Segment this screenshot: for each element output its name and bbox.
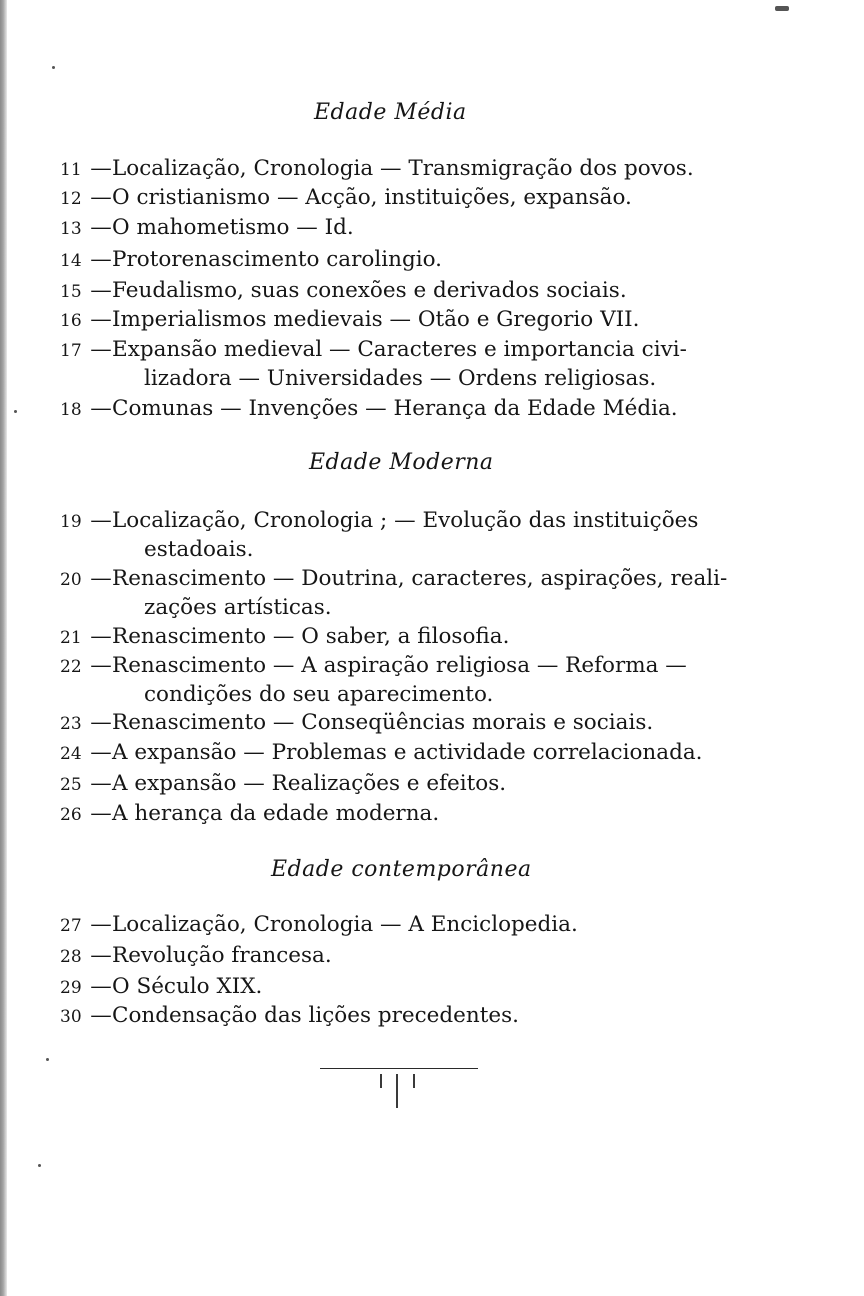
lesson-number: 27	[60, 916, 82, 936]
lesson-text: Revolução francesa.	[112, 943, 332, 968]
binding-shadow	[0, 0, 7, 1296]
lesson-text: O cristianismo — Acção, instituições, expansão.	[112, 185, 632, 210]
lesson-entry: 24 —A expansão — Problemas e actividade correlacionada.	[60, 738, 730, 767]
lesson-text: A herança da edade moderna.	[112, 801, 440, 826]
lesson-entry: 19 —Localização, Cronologia ; — Evolução das instituições estadoais.	[60, 506, 730, 564]
lesson-text: Localização, Cronologia ; — Evolução das instituições	[112, 508, 699, 533]
lesson-entry: 18 —Comunas — Invenções — Herança da Edade Média.	[60, 394, 730, 423]
lesson-text: Protorenascimento carolingio.	[112, 247, 442, 272]
lesson-entry: 16 —Imperialismos medievais — Otão e Gregorio VII.	[60, 305, 730, 334]
lesson-entry: 20 —Renascimento — Doutrina, caracteres, aspirações, reali- zações artísticas.	[60, 564, 730, 622]
lesson-text: Renascimento — A aspiração religiosa — Reforma —	[112, 653, 687, 678]
lesson-number: 25	[60, 775, 82, 795]
lesson-number: 14	[60, 251, 82, 271]
lesson-number: 26	[60, 805, 82, 825]
lesson-entry: 12 —O cristianismo — Acção, instituições, expansão.	[60, 183, 730, 212]
lesson-number: 16	[60, 311, 82, 331]
lesson-text: Renascimento — Doutrina, caracteres, aspirações, reali-	[112, 566, 728, 591]
lesson-number: 17	[60, 341, 82, 361]
lesson-entry: 15 —Feudalismo, suas conexões e derivados sociais.	[60, 276, 730, 305]
lesson-number: 21	[60, 628, 82, 648]
lesson-number: 11	[60, 160, 82, 180]
lesson-entry: 28 —Revolução francesa.	[60, 941, 730, 970]
lesson-text: A expansão — Realizações e efeitos.	[112, 771, 507, 796]
scan-speck	[775, 6, 789, 11]
scan-speck	[52, 66, 55, 69]
lesson-entry: 13 —O mahometismo — Id.	[60, 213, 730, 242]
lesson-entry: 21 —Renascimento — O saber, a filosofia.	[60, 622, 730, 651]
lesson-number: 24	[60, 744, 82, 764]
lesson-text: O Século XIX.	[112, 974, 263, 999]
lesson-entry: 23 —Renascimento — Conseqüências morais e sociais.	[60, 708, 730, 737]
lesson-entry: 22 —Renascimento — A aspiração religiosa — Reforma — condições do seu aparecimento.	[60, 651, 730, 709]
lesson-number: 23	[60, 714, 82, 734]
lesson-text: Imperialismos medievais — Otão e Gregorio VII.	[112, 307, 640, 332]
lesson-text: Localização, Cronologia — A Enciclopedia.	[112, 912, 578, 937]
section-heading-edade-contemporanea: Edade contemporânea	[271, 857, 532, 882]
lesson-continuation: zações artísticas.	[144, 595, 332, 620]
lesson-continuation: lizadora — Universidades — Ordens religiosas.	[144, 366, 657, 391]
lesson-number: 19	[60, 512, 82, 532]
lesson-entry: 17 —Expansão medieval — Caracteres e importancia civi- lizadora — Universidades — Ordens religiosas.	[60, 335, 730, 393]
lesson-number: 28	[60, 947, 82, 967]
lesson-text: Localização, Cronologia — Transmigração dos povos.	[112, 156, 694, 181]
lesson-number: 30	[60, 1007, 82, 1027]
lesson-text: A expansão — Problemas e actividade correlacionada.	[112, 740, 703, 765]
lesson-continuation: condições do seu aparecimento.	[144, 682, 494, 707]
lesson-entry: 26 —A herança da edade moderna.	[60, 799, 730, 828]
lesson-text: O mahometismo — Id.	[112, 215, 354, 240]
section-heading-edade-moderna: Edade Moderna	[309, 450, 494, 475]
lesson-number: 29	[60, 978, 82, 998]
lesson-number: 22	[60, 657, 82, 677]
lesson-text: Expansão medieval — Caracteres e importancia civi-	[112, 337, 687, 362]
lesson-entry: 29 —O Século XIX.	[60, 972, 730, 1001]
lesson-text: Condensação das lições precedentes.	[112, 1003, 519, 1028]
lesson-entry: 30 —Condensação das lições precedentes.	[60, 1001, 730, 1030]
lesson-number: 15	[60, 282, 82, 302]
lesson-entry: 11 —Localização, Cronologia — Transmigração dos povos.	[60, 154, 730, 183]
lesson-number: 13	[60, 219, 82, 239]
lesson-number: 12	[60, 189, 82, 209]
closing-rule	[320, 1068, 478, 1069]
scan-speck	[46, 1058, 49, 1061]
lesson-entry: 25 —A expansão — Realizações e efeitos.	[60, 769, 730, 798]
lesson-text: Renascimento — Conseqüências morais e sociais.	[112, 710, 654, 735]
lesson-text: Renascimento — O saber, a filosofia.	[112, 624, 510, 649]
lesson-entry: 27 —Localização, Cronologia — A Enciclopedia.	[60, 910, 730, 939]
lesson-text: Feudalismo, suas conexões e derivados sociais.	[112, 278, 627, 303]
lesson-text: Comunas — Invenções — Herança da Edade Média.	[112, 396, 678, 421]
scan-speck	[38, 1164, 41, 1167]
lesson-number: 20	[60, 570, 82, 590]
section-heading-edade-media: Edade Média	[314, 100, 467, 125]
closing-ornament-icon	[380, 1074, 420, 1114]
scan-speck	[14, 410, 17, 413]
lesson-number: 18	[60, 400, 82, 420]
lesson-entry: 14 —Protorenascimento carolingio.	[60, 245, 730, 274]
lesson-continuation: estadoais.	[144, 537, 254, 562]
